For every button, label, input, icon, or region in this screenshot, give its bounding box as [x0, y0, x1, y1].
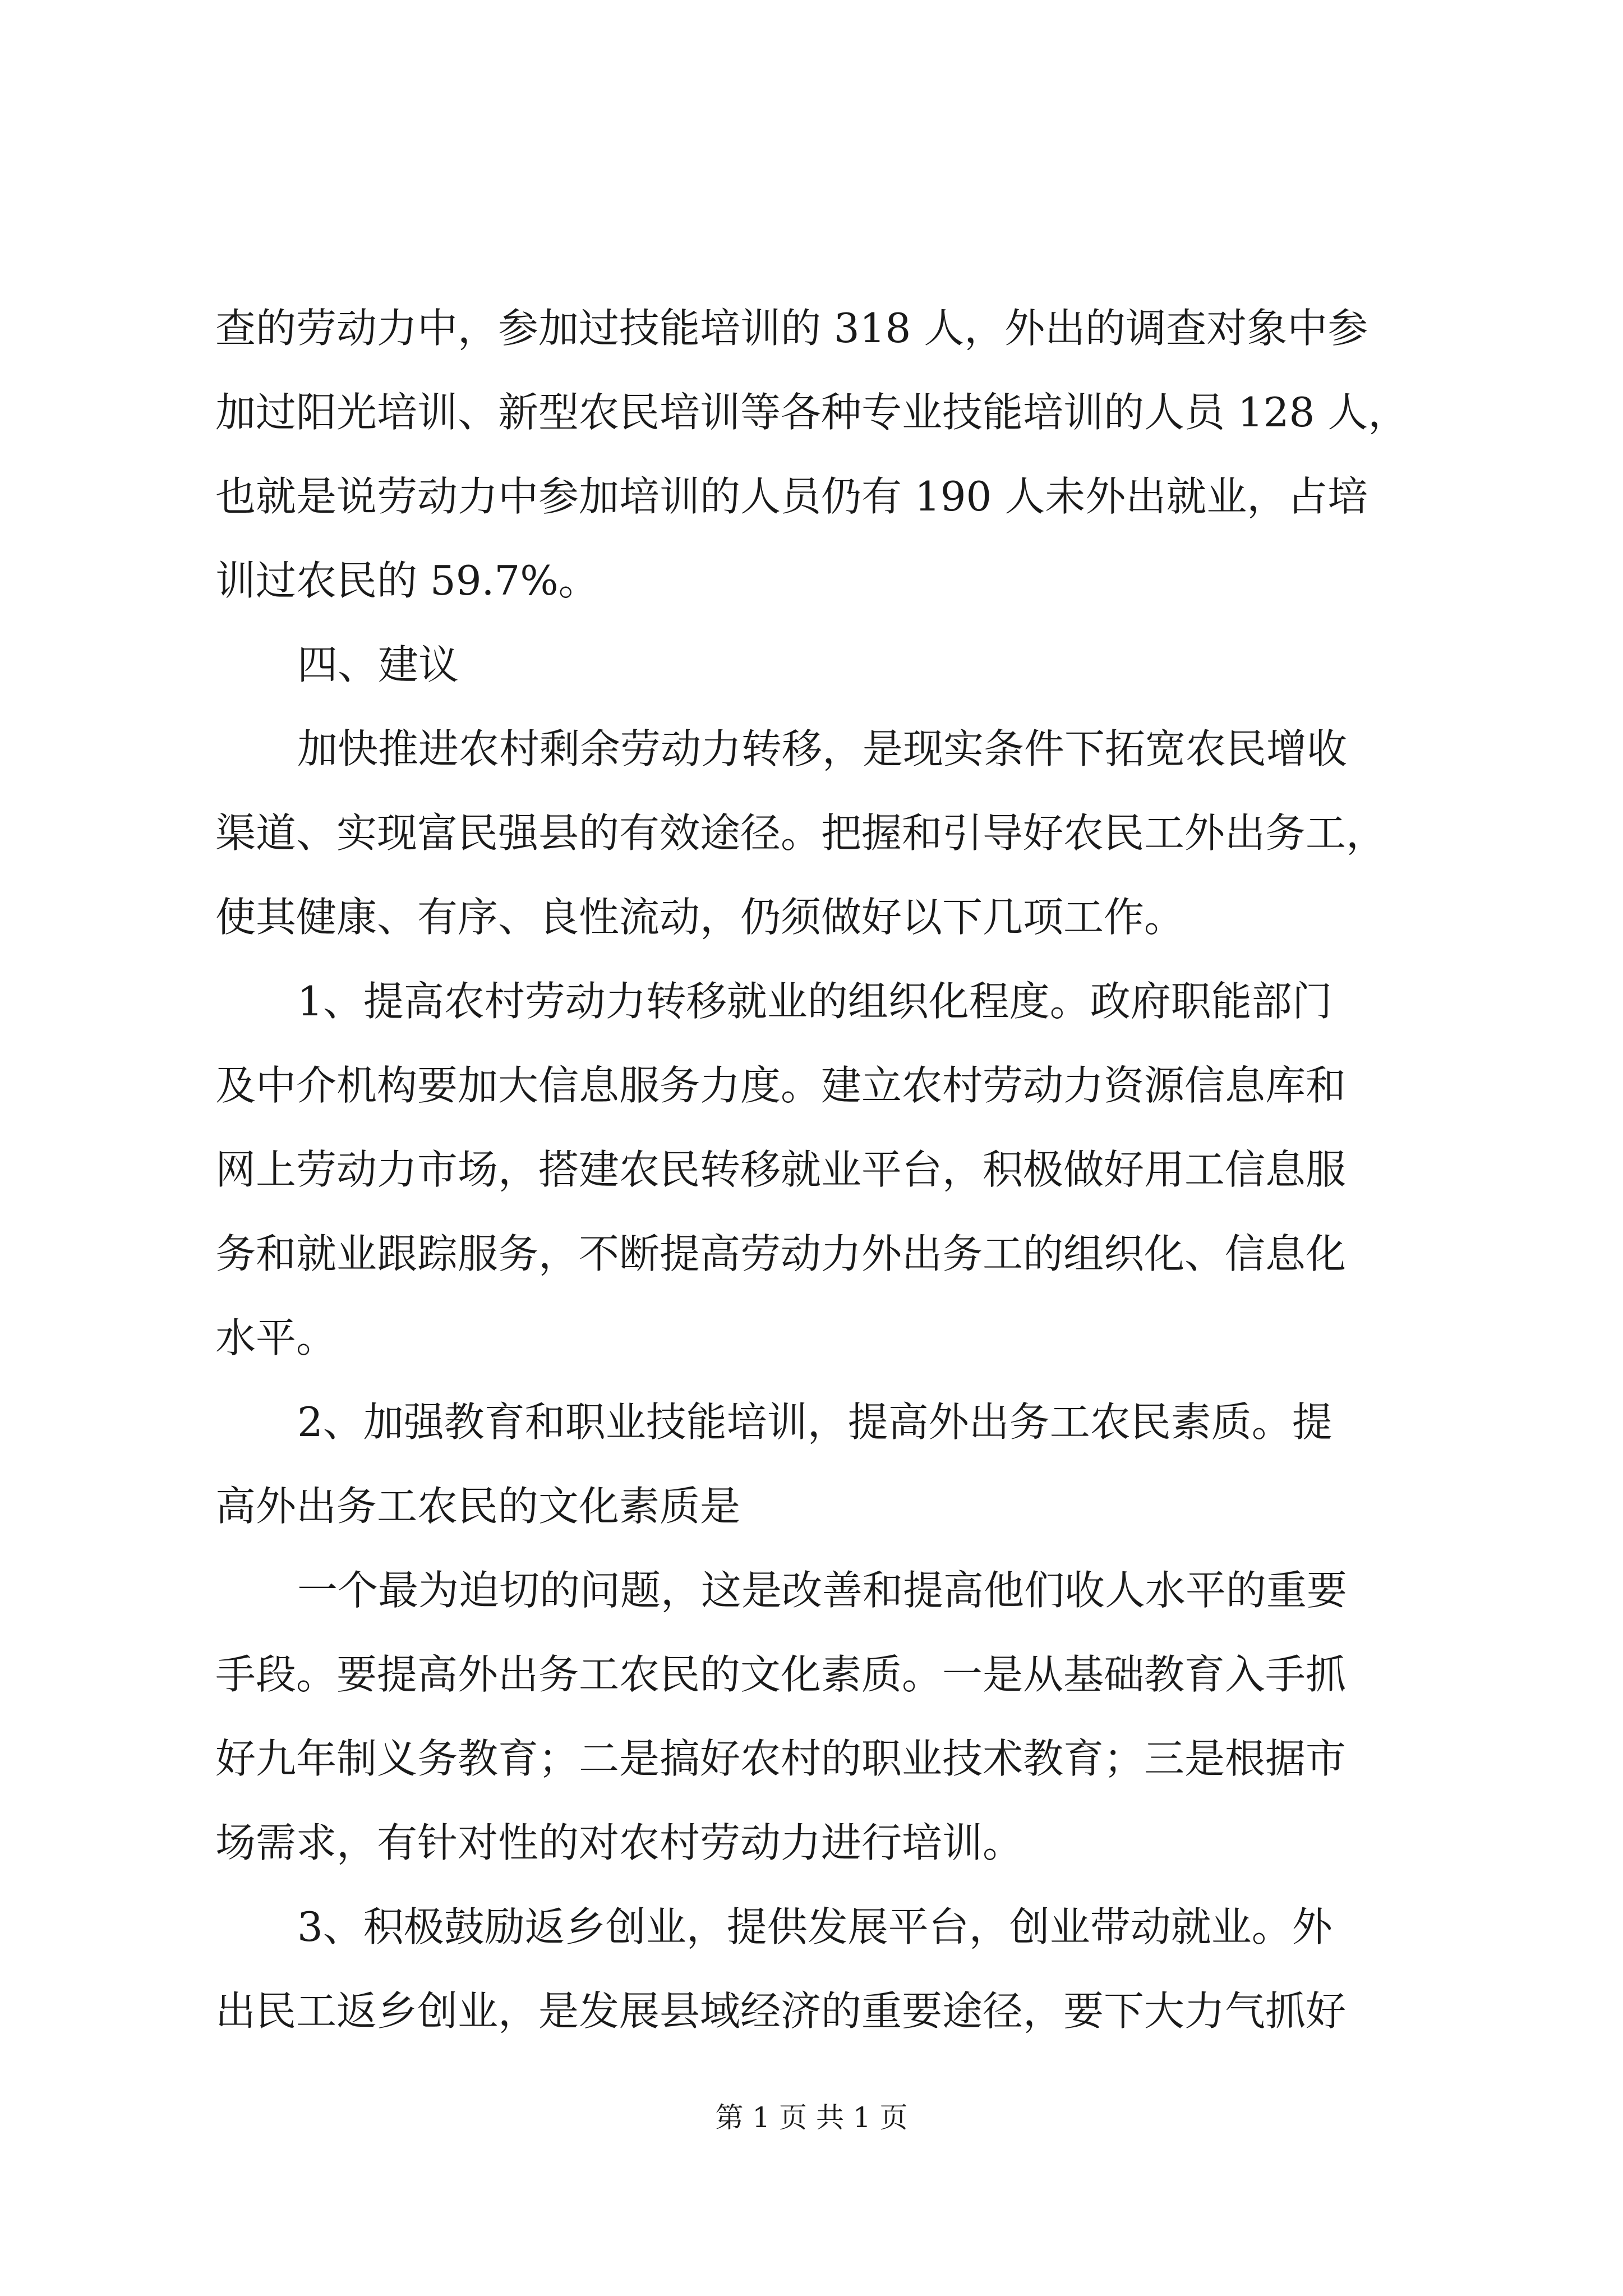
- text-line: 一个最为迫切的问题，这是改善和提高他们收人水平的重要: [297, 1567, 1348, 1614]
- text-line: 加过阳光培训、新型农民培训等各种专业技能培训的人员 128 人，: [215, 389, 1409, 436]
- text-line: 务和就业跟踪服务，不断提高劳动力外出务工的组织化、信息化: [215, 1230, 1347, 1277]
- text-line: 渠道、实现富民强县的有效途径。把握和引导好农民工外出务工，: [215, 809, 1387, 857]
- text-line: 也就是说劳动力中参加培训的人员仍有 190 人未外出就业，占培: [215, 473, 1368, 520]
- text-line: 出民工返乡创业，是发展县域经济的重要途径，要下大力气抓好: [215, 1987, 1347, 2035]
- text-line: 使其健康、有序、良性流动，仍须做好以下几项工作。: [215, 894, 1185, 941]
- text-line: 2、加强教育和职业技能培训，提高外出务工农民素质。提: [297, 1398, 1332, 1446]
- text-line: 高外出务工农民的文化素质是: [215, 1483, 741, 1530]
- section-heading: 四、建议: [297, 641, 459, 688]
- text-line: 网上劳动力市场，搭建农民转移就业平台，积极做好用工信息服: [215, 1146, 1347, 1193]
- text-line: 水平。: [215, 1314, 337, 1361]
- text-line: 3、积极鼓励返乡创业，提供发展平台，创业带动就业。外: [297, 1903, 1332, 1950]
- text-line: 加快推进农村剩余劳动力转移，是现实条件下拓宽农民增收: [297, 725, 1348, 772]
- text-line: 及中介机构要加大信息服务力度。建立农村劳动力资源信息库和: [215, 1062, 1347, 1109]
- text-line: 好九年制义务教育；二是搞好农村的职业技术教育；三是根据市: [215, 1735, 1347, 1782]
- text-line: 训过农民的 59.7%。: [215, 557, 599, 604]
- page-footer: 第 1 页 共 1 页: [715, 2101, 908, 2134]
- text-line: 1、提高农村劳动力转移就业的组织化程度。政府职能部门: [297, 978, 1332, 1025]
- text-line: 查的劳动力中，参加过技能培训的 318 人，外出的调查对象中参: [215, 305, 1368, 352]
- text-line: 场需求，有针对性的对农村劳动力进行培训。: [215, 1819, 1023, 1866]
- text-line: 手段。要提高外出务工农民的文化素质。一是从基础教育入手抓: [215, 1651, 1347, 1698]
